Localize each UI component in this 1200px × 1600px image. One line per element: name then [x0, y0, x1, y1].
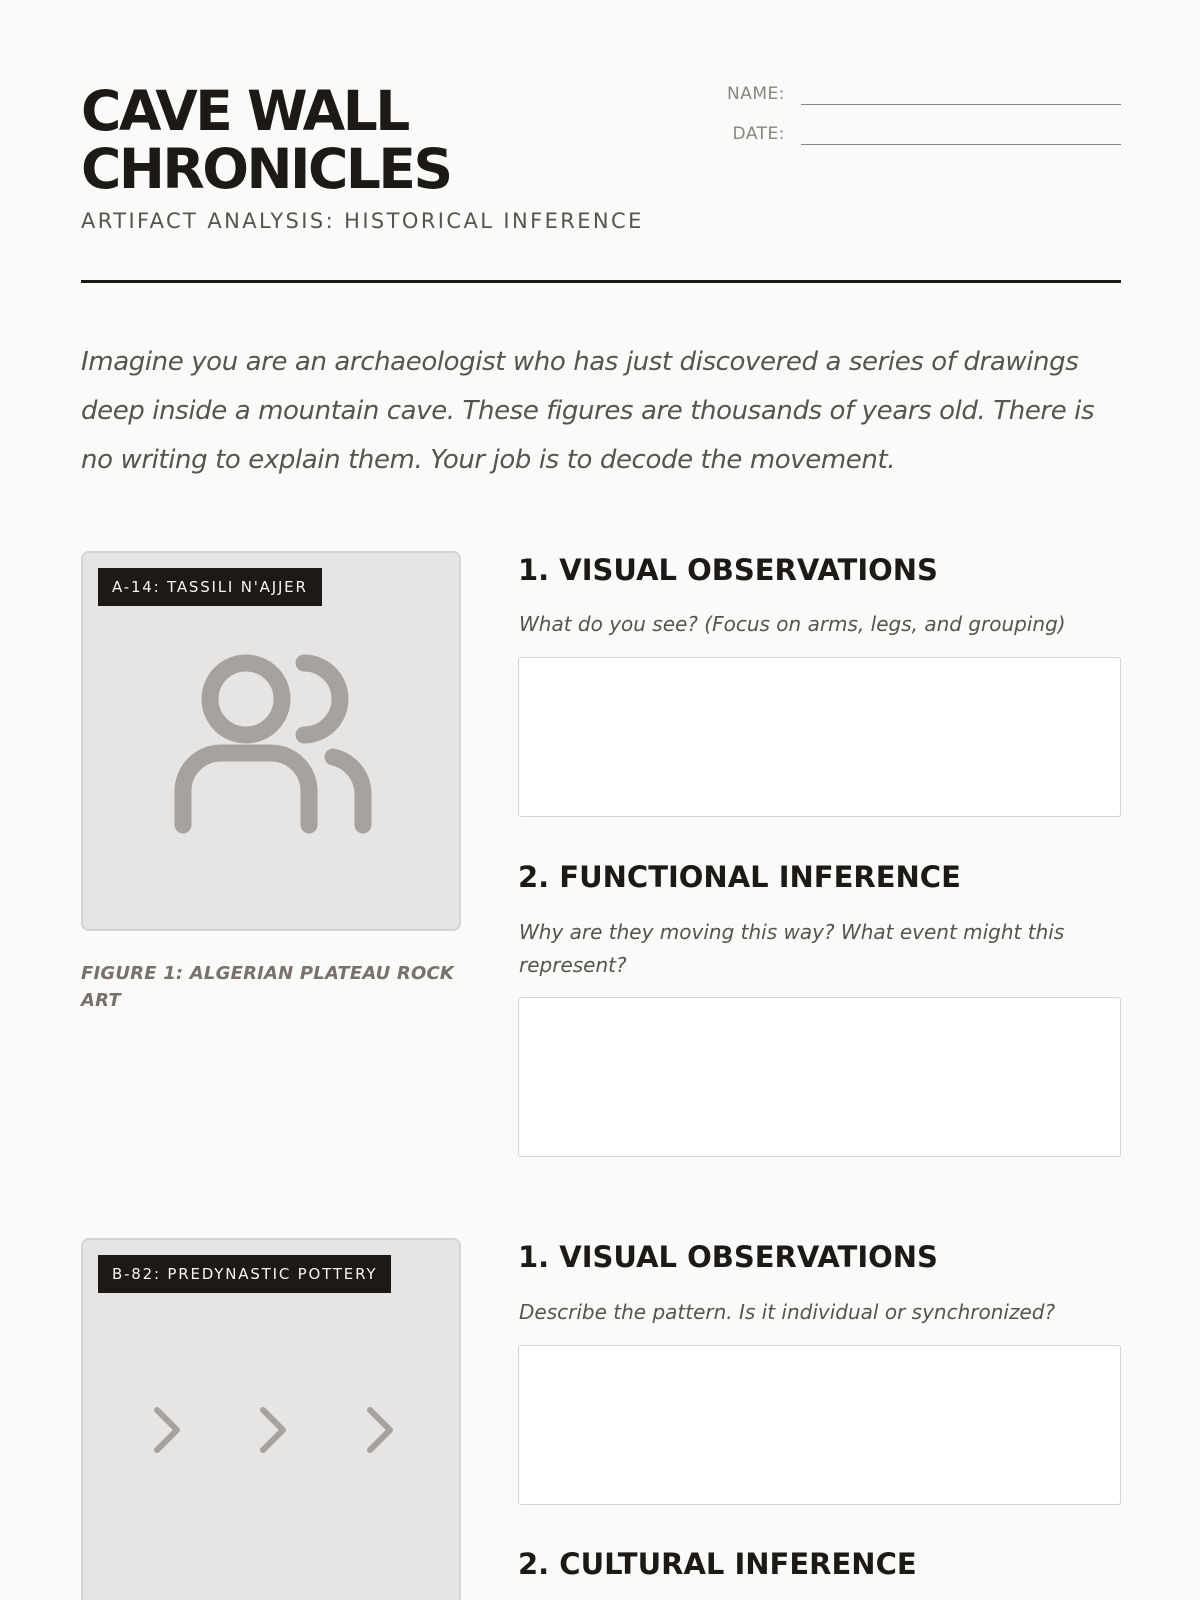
question-title-functional-inference: 2. FUNCTIONAL INFERENCE: [518, 860, 961, 894]
page-subtitle: ARTIFACT ANALYSIS: HISTORICAL INFERENCE: [81, 209, 644, 233]
header-divider: [81, 280, 1121, 283]
student-fields: [703, 82, 1121, 162]
artifact-card-a14: [81, 551, 461, 931]
visual-observations-answer-box[interactable]: [518, 657, 1121, 817]
group-icon: [83, 553, 459, 929]
question-prompt: Why are they moving this way? What event might this represent?: [519, 920, 1065, 977]
artifact-tag: A-14: TASSILI N'AJJER: [98, 568, 322, 606]
question-title-visual-observations: 1. VISUAL OBSERVATIONS: [518, 553, 938, 587]
question-prompt: Describe the pattern. Is it individual or synchronized?: [519, 1300, 1056, 1324]
title-line-1: CAVE WALL: [81, 79, 408, 143]
chevrons-icon: [83, 1240, 459, 1600]
name-input[interactable]: [801, 104, 1121, 105]
intro-paragraph: Imagine you are an archaeologist who has just discovered a series of drawings deep inside a mountain cave. These figures are thousands of years old. There is no writing to explain them. Your job is to decode the movement.: [81, 347, 1095, 475]
date-label: DATE:: [732, 124, 785, 144]
worksheet-header: [81, 79, 1121, 282]
question-title-visual-observations: 1. VISUAL OBSERVATIONS: [518, 1240, 938, 1274]
question-prompt: What do you see? (Focus on arms, legs, and grouping): [519, 612, 1066, 636]
question-title-cultural-inference: 2. CULTURAL INFERENCE: [518, 1547, 917, 1581]
artifact-tag: B-82: PREDYNASTIC POTTERY: [98, 1255, 391, 1293]
visual-observations-answer-box[interactable]: [518, 1345, 1121, 1505]
name-field-row: [703, 82, 1121, 122]
title-line-2: CHRONICLES: [81, 137, 451, 201]
date-field-row: [703, 122, 1121, 162]
functional-inference-answer-box[interactable]: [518, 997, 1121, 1157]
name-label: NAME:: [727, 84, 785, 104]
date-input[interactable]: [801, 144, 1121, 145]
artifact-card-b82: [81, 1238, 461, 1600]
figure-caption: FIGURE 1: ALGERIAN PLATEAU ROCK ART: [81, 963, 455, 1011]
